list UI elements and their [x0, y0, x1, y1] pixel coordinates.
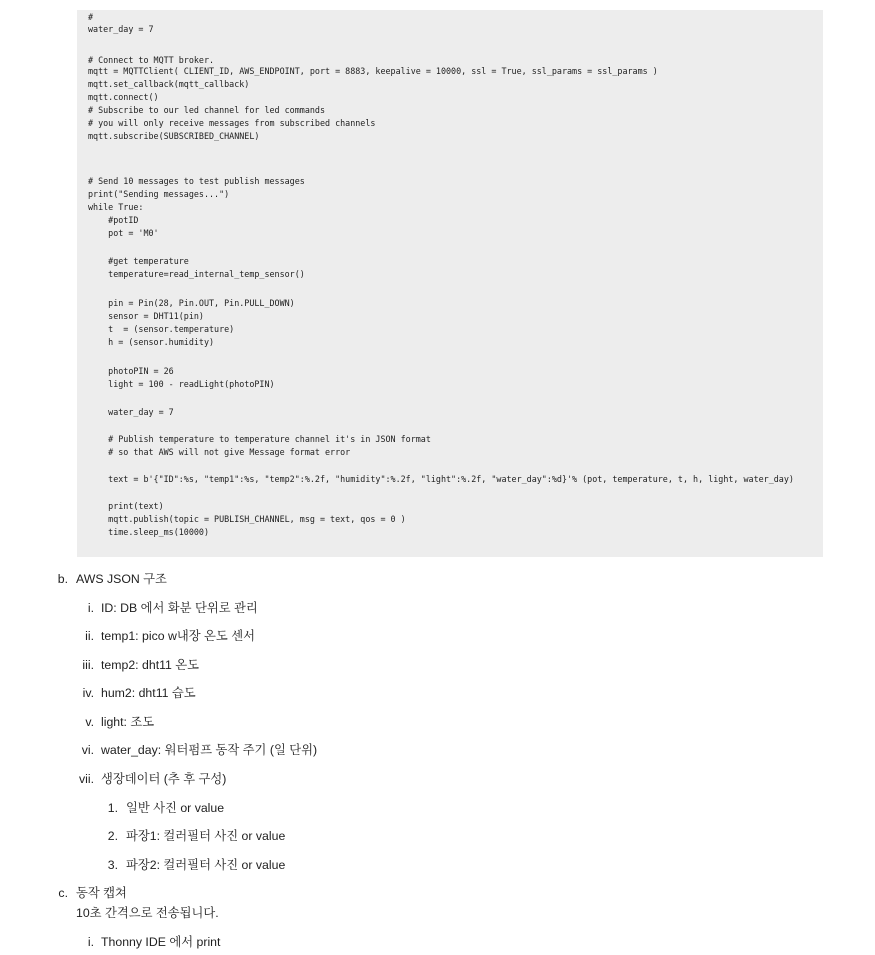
list-marker: i.: [87, 935, 94, 949]
code-line: mqtt = MQTTClient( CLIENT_ID, AWS_ENDPOINT, port = 8883, keepalive = 10000, ssl = True, ssl_params = ssl_params ): [88, 66, 658, 76]
section-c-note: 10초 간격으로 전송됩니다.: [76, 906, 219, 920]
list-marker: v.: [85, 715, 94, 729]
code-line: mqtt.subscribe(SUBSCRIBED_CHANNEL): [88, 131, 260, 141]
list-item: 파장2: 컬러필터 사진 or value: [126, 858, 286, 872]
code-line: mqtt.connect(): [88, 92, 159, 102]
code-line: # Send 10 messages to test publish messages: [88, 176, 305, 186]
list-marker: 2.: [107, 829, 118, 843]
list-item: Thonny IDE 에서 print: [101, 935, 221, 949]
list-item: light: 조도: [101, 715, 155, 729]
code-line: #get temperature: [88, 256, 189, 266]
code-line: mqtt.set_callback(mqtt_callback): [88, 79, 250, 89]
list-item: 생장데이터 (추 후 구성): [101, 772, 227, 786]
section-b-title: AWS JSON 구조: [76, 572, 167, 586]
code-line: temperature=read_internal_temp_sensor(): [88, 269, 305, 279]
code-line: # you will only receive messages from subscribed channels: [88, 118, 376, 128]
code-line: photoPIN = 26: [88, 366, 174, 376]
list-marker: i.: [87, 601, 94, 615]
code-line: pot = 'M0': [88, 228, 159, 238]
list-marker: 3.: [107, 858, 118, 872]
code-line: #potID: [88, 215, 139, 225]
code-line: while True:: [88, 202, 144, 212]
code-line: # so that AWS will not give Message format error: [88, 447, 351, 457]
code-line: t = (sensor.temperature): [88, 324, 235, 334]
list-item: water_day: 워터펌프 동작 주기 (일 단위): [101, 743, 318, 757]
list-item: hum2: dht11 습도: [101, 686, 196, 700]
list-marker: ii.: [85, 629, 94, 643]
list-marker: c.: [58, 886, 68, 900]
list-marker: b.: [57, 572, 68, 586]
section-c-title: 동작 캡쳐: [76, 886, 127, 900]
list-item: ID: DB 에서 화분 단위로 관리: [101, 601, 258, 615]
code-line: text = b'{"ID":%s, "temp1":%s, "temp2":%.2f, "humidity":%.2f, "light":%.2f, "water_day":%d}'% (pot, temperature, t, h, light, water_day): [88, 474, 794, 484]
list-item: 일반 사진 or value: [126, 801, 225, 815]
list-marker: iv.: [82, 686, 94, 700]
list-item: 파장1: 컬러필터 사진 or value: [126, 829, 286, 843]
list-marker: vi.: [81, 743, 94, 757]
code-line: pin = Pin(28, Pin.OUT, Pin.PULL_DOWN): [88, 298, 295, 308]
code-line: water_day = 7: [88, 24, 154, 34]
code-line: time.sleep_ms(10000): [88, 527, 210, 537]
code-line: # Connect to MQTT broker.: [88, 55, 215, 65]
code-line: print("Sending messages..."): [88, 189, 230, 199]
code-line: light = 100 - readLight(photoPIN): [88, 379, 275, 389]
code-line: #: [88, 12, 94, 22]
code-line: water_day = 7: [88, 407, 174, 417]
list-marker: 1.: [107, 801, 118, 815]
code-line: mqtt.publish(topic = PUBLISH_CHANNEL, msg = text, qos = 0 ): [88, 514, 406, 524]
list-item: temp2: dht11 온도: [101, 658, 200, 672]
code-line: # Publish temperature to temperature channel it's in JSON format: [88, 434, 431, 444]
code-line: # Subscribe to our led channel for led commands: [88, 105, 325, 115]
list-marker: vii.: [78, 772, 94, 786]
list-marker: iii.: [82, 658, 94, 672]
list-item: temp1: pico w내장 온도 센서: [101, 629, 255, 643]
code-line: h = (sensor.humidity): [88, 337, 215, 347]
code-block: [77, 10, 823, 557]
code-line: sensor = DHT11(pin): [88, 311, 204, 321]
code-line: print(text): [88, 501, 164, 511]
